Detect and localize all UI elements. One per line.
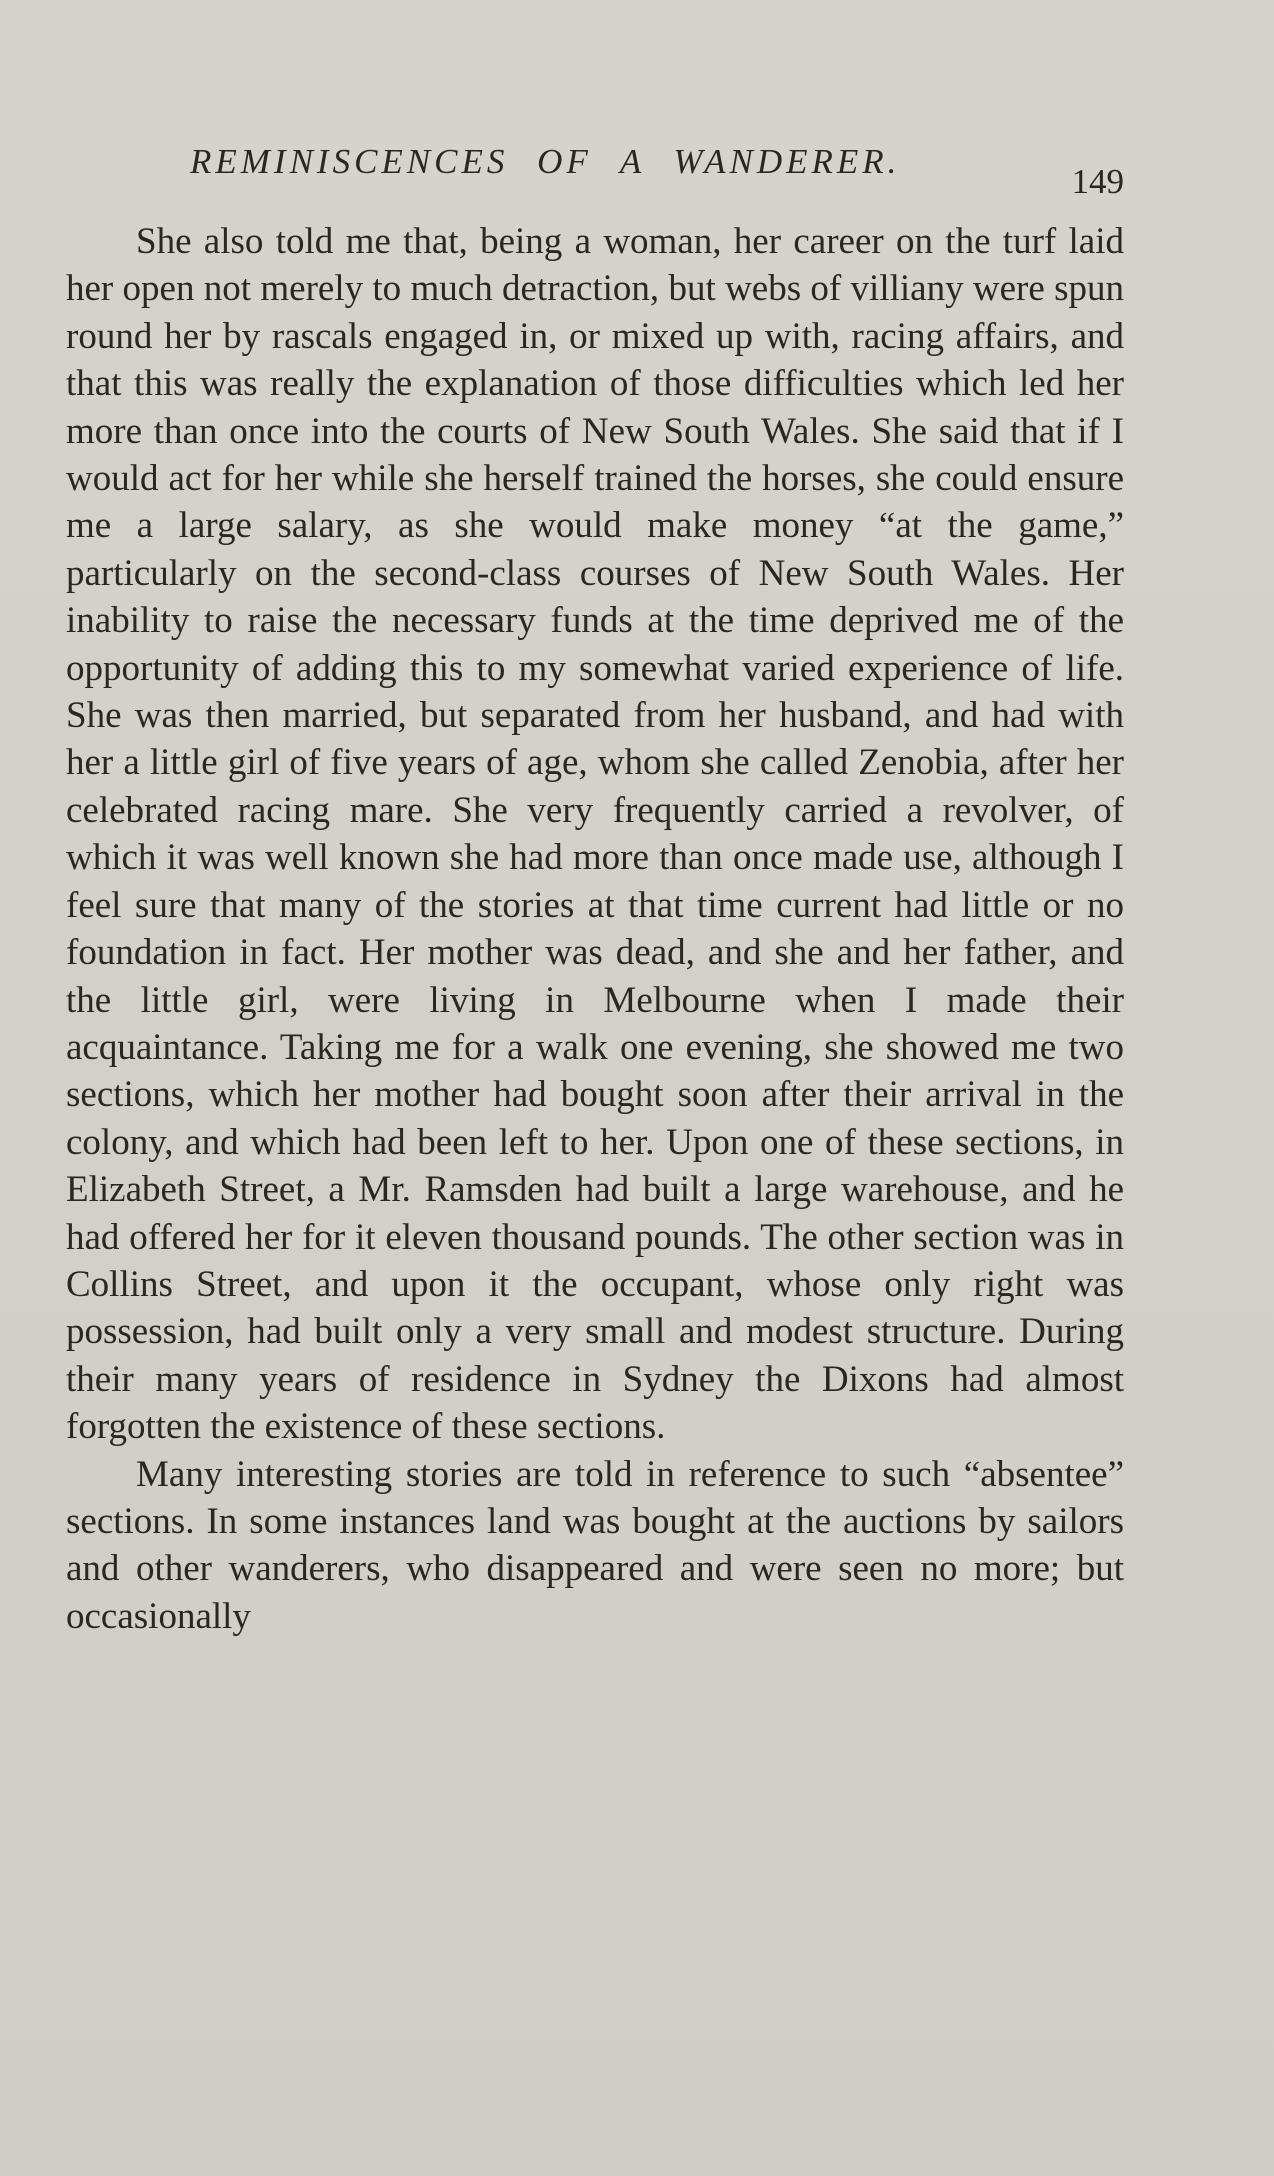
paragraph-1: She also told me that, being a woman, her career on the turf laid her open not merely to much detraction, but webs of villiany were spun round her by rascals engaged in, or mixed up with, racing affairs, and that this was really the explanation of those difficulties which led her more than once into the courts of New South Wales. She said that if I would act for her while she herself trained the horses, she could ensure me a large salary, as she would make money “at the game,” particularly on the second-class courses of New South Wales. Her inability to raise the necessary funds at the time deprived me of the opportunity of adding this to my somewhat varied experience of life. She was then married, but separated from her husband, and had with her a little girl of five years of age, whom she called Zenobia, after her celebrated racing mare. She very frequently carried a revolver, of which it was well known she had more than once made use, although I feel sure that many of the stories at that time current had little or no foundation in fact. Her mother was dead, and she and her father, and the little girl, were living in Melbourne when I made their acquaintance. Taking me for a walk one evening, she showed me two sections, which her mother had bought soon after their arrival in the colony, and which had been left to her. Upon one of these sections, in Elizabeth Street, a Mr. Ramsden had built a large warehouse, and he had offered her for it eleven thousand pounds. The other section was in Collins Street, and upon it the occupant, whose only right was possession, had built only a very small and modest structure. During their many years of residence in Sydney the Dixons had almost forgotten the existence of these sections. [66, 221, 1124, 1448]
body-text [66, 218, 1124, 1640]
running-title: REMINISCENCES OF A WANDERER. [190, 142, 901, 181]
page-number: 149 [1071, 162, 1124, 201]
page-header [190, 142, 1132, 202]
paragraph-2: Many interesting stories are told in reference to such “absentee” sections. In some instances land was bought at the auctions by sailors and other wanderers, who disappeared and were seen no more; but occasionally [66, 1453, 1124, 1637]
